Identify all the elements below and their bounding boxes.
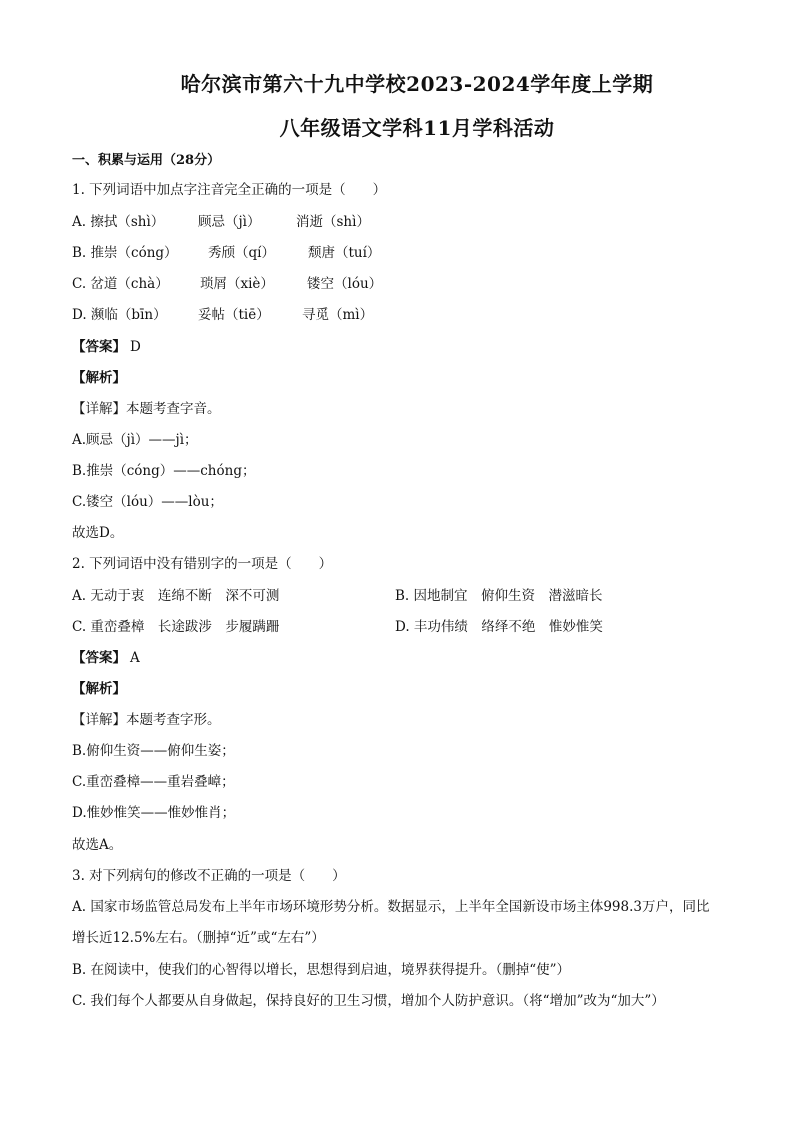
q1-d-word1: D. 濒临（bīn） — [72, 307, 167, 323]
q1-detail: 【详解】本题考查字音。 — [72, 401, 221, 417]
q1-b-word3: 颓唐（tuí） — [308, 245, 381, 261]
page-title-line2: 八年级语文学科11月学科活动 — [279, 116, 555, 140]
q1-explain-b: B.推崇（cóng）——chóng； — [72, 463, 256, 479]
answer-value: D — [130, 339, 141, 355]
q1-conclusion: 故选D。 — [72, 525, 124, 541]
q3-option-c: C. 我们每个人都要从自身做起，保持良好的卫生习惯，增加个人防护意识。（将“增加”改为“加大”） — [72, 993, 665, 1009]
section-heading: 一、积累与运用（28分） — [72, 153, 221, 168]
q1-option-a — [72, 213, 370, 231]
q3-stem: 3. 对下列病句的修改不正确的一项是（ ） — [72, 868, 346, 884]
q1-option-c — [72, 275, 382, 293]
q2-explain-d: D.惟妙惟笑——惟妙惟肖； — [72, 805, 236, 821]
q1-a-word1: A. 擦拭（shì） — [72, 214, 165, 230]
q1-analysis-label: 【解析】 — [72, 370, 126, 386]
q1-explain-a: A.顾忌（jì）——jì； — [72, 432, 198, 448]
q2-option-b: B. 因地制宜 俯仰生资 潜滋暗长 — [395, 588, 603, 604]
q1-b-word2: 秀颀（qí） — [208, 245, 275, 261]
q2-stem: 2. 下列词语中没有错别字的一项是（ ） — [72, 556, 333, 572]
q2-detail: 【详解】本题考查字形。 — [72, 712, 221, 728]
answer-label: 【答案】 — [72, 339, 126, 355]
q1-c-word2: 琐屑（xiè） — [200, 276, 274, 292]
answer-value: A — [130, 650, 140, 666]
q1-explain-c: C.镂空（lóu）——lòu； — [72, 494, 223, 510]
q1-answer — [72, 338, 141, 356]
answer-label: 【答案】 — [72, 650, 126, 666]
q1-a-word2: 顾忌（jì） — [198, 214, 261, 230]
q2-conclusion: 故选A。 — [72, 837, 123, 853]
q2-option-d: D. 丰功伟绩 络绎不绝 惟妙惟笑 — [395, 619, 603, 635]
q1-c-word3: 镂空（lóu） — [307, 276, 383, 292]
q2-analysis-label: 【解析】 — [72, 681, 126, 697]
q1-b-word1: B. 推崇（cóng） — [72, 245, 178, 261]
q2-answer — [72, 649, 140, 667]
q1-option-b — [72, 244, 380, 262]
q1-option-d — [72, 306, 373, 324]
q1-stem: 1. 下列词语中加点字注音完全正确的一项是（ ） — [72, 182, 387, 198]
q2-explain-b: B.俯仰生资——俯仰生姿； — [72, 743, 235, 759]
q1-d-word2: 妥帖（tiē） — [198, 307, 270, 323]
page-title-line1: 哈尔滨市第六十九中学校2023-2024学年度上学期 — [180, 72, 654, 96]
q2-option-a: A. 无动于衷 连绵不断 深不可测 — [72, 588, 280, 604]
q2-option-c: C. 重峦叠樟 长途跋涉 步履蹒跚 — [72, 619, 280, 635]
q1-c-word1: C. 岔道（chà） — [72, 276, 169, 292]
q3-option-a: A. 国家市场监管总局发布上半年市场环境形势分析。数据显示，上半年全国新设市场主体998.3万户，同比增长近12.5%左右。（删掉“近”或“左右”） — [72, 899, 710, 946]
q1-d-word3: 寻觅（mì） — [302, 307, 374, 323]
q3-option-b: B. 在阅读中，使我们的心智得以增长，思想得到启迪，境界获得提升。（删掉“使”） — [72, 962, 571, 978]
q1-a-word3: 消逝（shì） — [296, 214, 370, 230]
q2-explain-c: C.重峦叠樟——重岩叠嶂； — [72, 774, 235, 790]
